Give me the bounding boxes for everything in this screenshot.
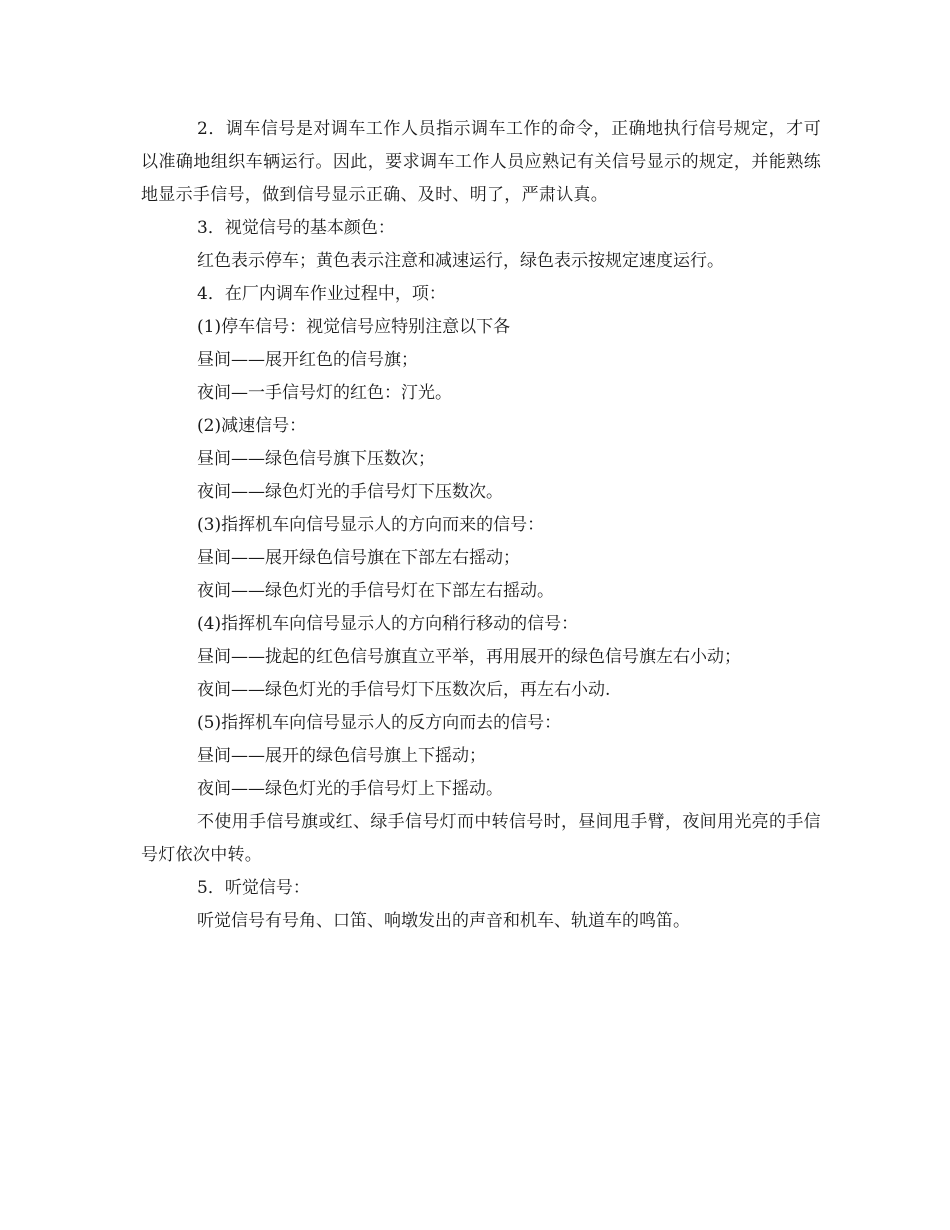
paragraph-go-away-night: 夜间——绿色灯光的手信号灯上下摇动。 [197, 779, 503, 799]
paragraph-slowdown-day: 昼间——绿色信号旗下压数次； [197, 449, 435, 469]
paragraph-audible-signal-types: 听觉信号有号角、口笛、响墩发出的声音和机车、轨道车的鸣笛。 [197, 911, 690, 931]
paragraph-relay-signal: 不使用手信号旗或红、绿手信号灯而中转信号时，昼间甩手臂，夜间用光亮的手信号灯依次中转。 [141, 812, 821, 865]
paragraph-move-slightly-night: 夜间——绿色灯光的手信号灯下压数次后，再左右小动. [197, 680, 611, 700]
document-body [141, 113, 821, 938]
paragraph-move-slightly-signal: (4)指挥机车向信号显示人的方向稍行移动的信号： [197, 614, 579, 634]
paragraph-stop-signal: (1)停车信号：视觉信号应特别注意以下各 [197, 317, 511, 337]
paragraph-in-plant-operations-heading: 4．在厂内调车作业过程中，项： [197, 284, 446, 304]
paragraph-slowdown-signal: (2)减速信号： [197, 416, 307, 436]
paragraph-come-toward-night: 夜间——绿色灯光的手信号灯在下部左右摇动。 [197, 581, 554, 601]
paragraph-audible-signal-heading: 5．听觉信号： [197, 878, 310, 898]
paragraph-slowdown-night: 夜间——绿色灯光的手信号灯下压数次。 [197, 482, 503, 502]
paragraph-move-slightly-day: 昼间——拢起的红色信号旗直立平举，再用展开的绿色信号旗左右小动； [197, 647, 741, 667]
paragraph-stop-night: 夜间—一手信号灯的红色：汀光。 [197, 383, 452, 403]
paragraph-go-away-day: 昼间——展开的绿色信号旗上下摇动； [197, 746, 486, 766]
paragraph-go-away-signal: (5)指挥机车向信号显示人的反方向而去的信号： [197, 713, 562, 733]
paragraph-stop-day: 昼间——展开红色的信号旗； [197, 350, 418, 370]
paragraph-visual-signal-colors-heading: 3．视觉信号的基本颜色： [197, 218, 395, 238]
paragraph-shunting-signal-intro: 2．调车信号是对调车工作人员指示调车工作的命令，正确地执行信号规定，才可以准确地组织车辆运行。因此，要求调车工作人员应熟记有关信号显示的规定，并能熟练地显示手信号，做到信号显示正确、及时、明了，严肃认真。 [141, 119, 821, 205]
paragraph-come-toward-day: 昼间——展开绿色信号旗在下部左右摇动； [197, 548, 520, 568]
paragraph-color-meanings: 红色表示停车；黄色表示注意和减速运行，绿色表示按规定速度运行。 [197, 251, 724, 271]
paragraph-come-toward-signal: (3)指挥机车向信号显示人的方向而来的信号： [197, 515, 545, 535]
